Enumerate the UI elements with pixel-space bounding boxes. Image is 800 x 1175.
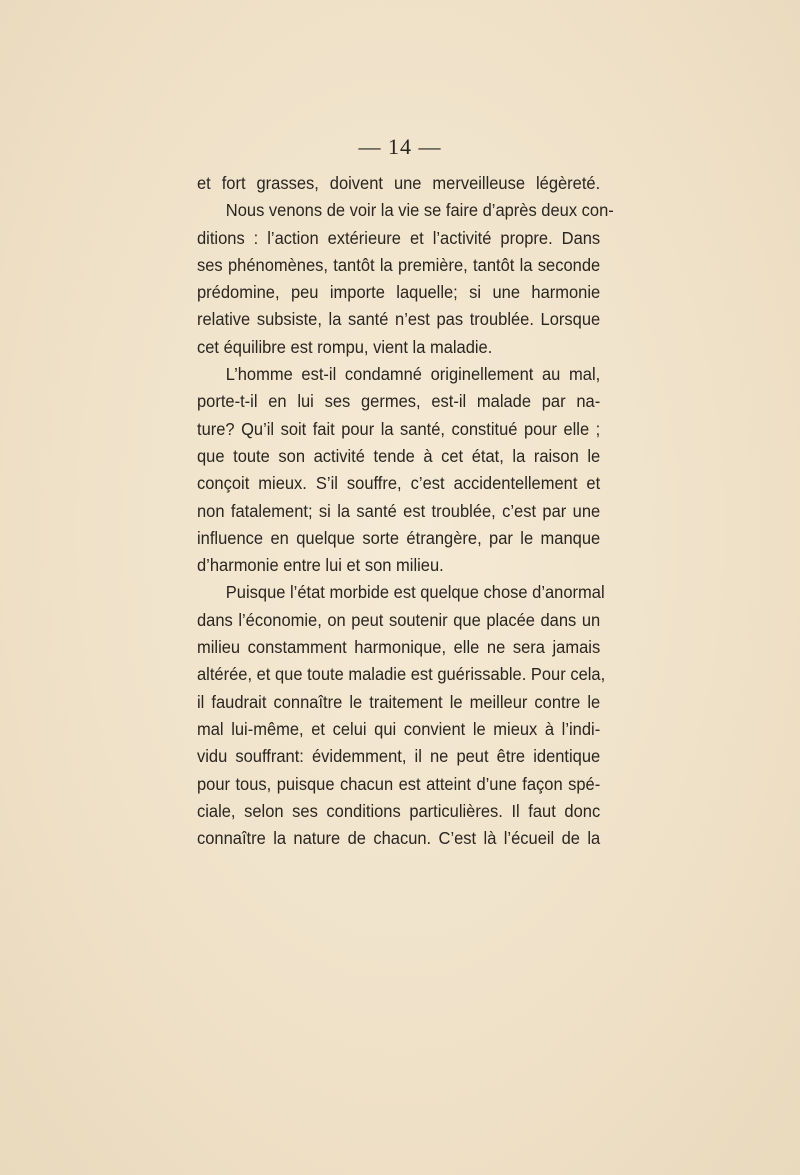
text-line: porte-t-il en lui ses germes, est-il malade par na- [197,391,601,412]
text-line: il faudrait connaître le traitement le meilleur contre le [197,691,601,712]
text-line: cet équilibre est rompu, vient la maladie. [197,336,493,357]
text-line: connaître la nature de chacun. C’est là l’écueil de la [197,828,601,849]
text-line: ditions : l’action extérieure et l’activité propre. Dans [197,227,601,248]
page-number: — 14 — [358,134,442,159]
text-line: influence en quelque sorte étrangère, par le manque [197,527,601,548]
text-line: relative subsiste, la santé n’est pas troublée. Lorsque [197,309,601,330]
text-line: vidu souffrant: évidemment, il ne peut être identique [197,746,601,767]
text-line: pour tous, puisque chacun est atteint d’une façon spé- [197,773,601,794]
text-line: Nous venons de voir la vie se faire d’après deux con- [225,200,614,221]
text-line: dans l’économie, on peut soutenir que placée dans un [197,609,601,630]
text-line: prédomine, peu importe laquelle; si une harmonie [197,282,601,303]
text-line: ture? Qu’il soit fait pour la santé, constitué pour elle ; [197,418,601,439]
text-line: milieu constamment harmonique, elle ne sera jamais [197,637,601,658]
text-line: ses phénomènes, tantôt la première, tantôt la seconde [197,254,601,275]
text-line: ciale, selon ses conditions particulières. Il faut donc [197,800,601,821]
text-line: Puisque l’état morbide est quelque chose d’anormal [225,582,605,603]
text-line: L’homme est-il condamné originellement au mal, [225,364,601,385]
text-line: que toute son activité tende à cet état, la raison le [197,445,601,466]
text-line: non fatalement; si la santé est troublée, c’est par une [197,500,601,521]
text-line: d’harmonie entre lui et son milieu. [197,555,444,576]
text-line: conçoit mieux. S’il souffre, c’est accidentellement et [197,473,601,494]
text-line: mal lui-même, et celui qui convient le mieux à l’indi- [197,718,601,739]
text-line: altérée, et que toute maladie est guérissable. Pour cela, [197,664,606,685]
text-line: et fort grasses, doivent une merveilleuse légèreté. [197,173,601,193]
body-text [197,170,614,852]
